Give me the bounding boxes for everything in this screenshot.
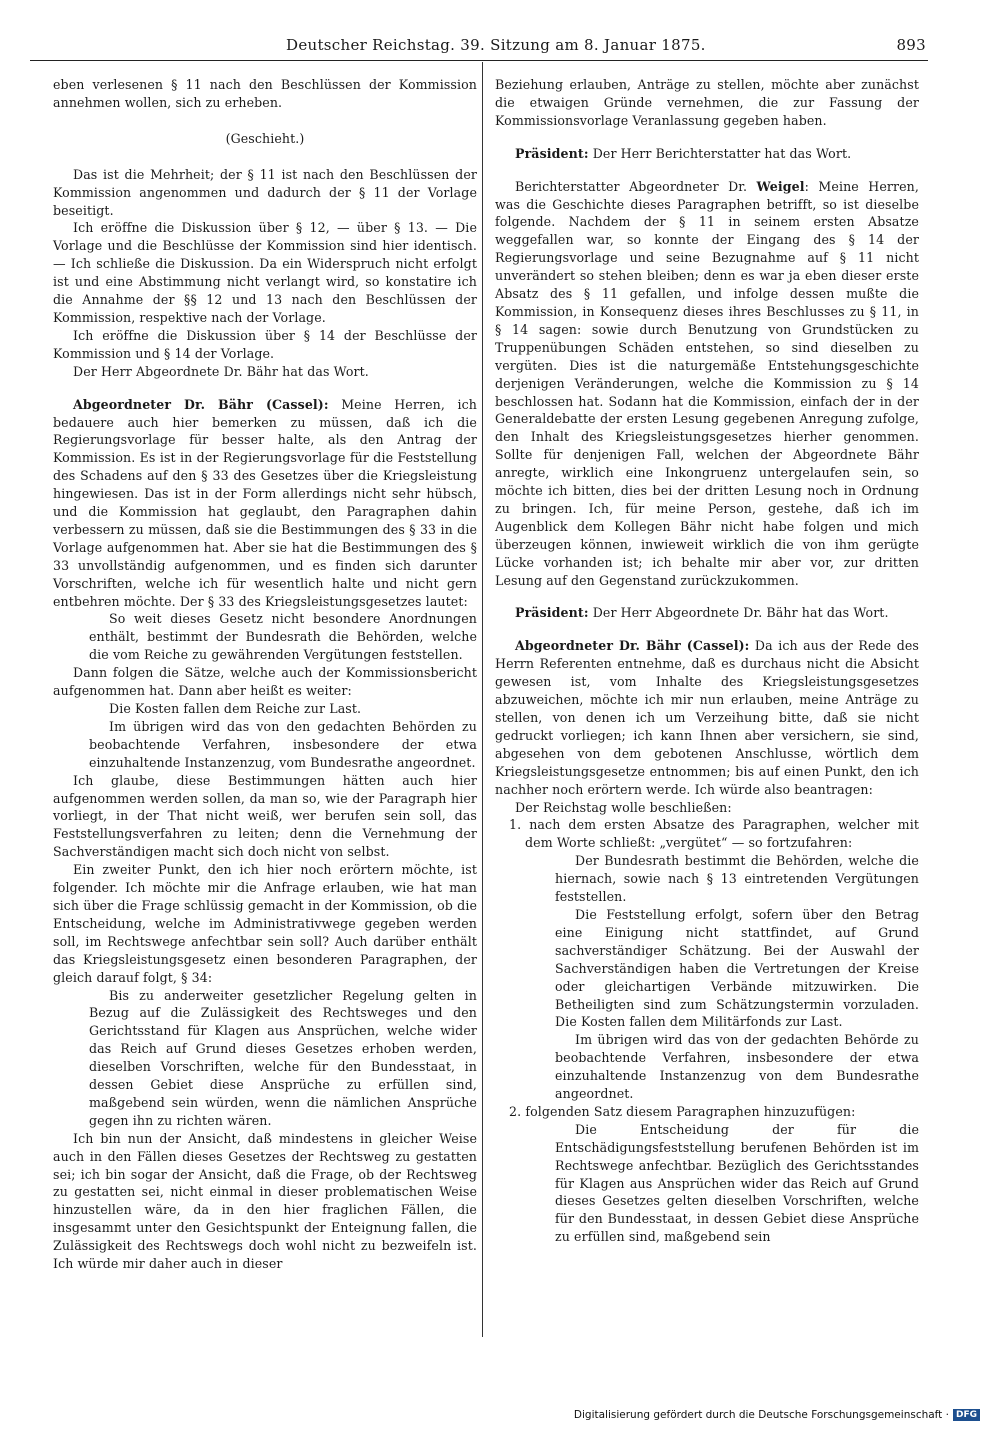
paragraph: Ich eröffne die Diskussion über § 14 der Beschlüsse der Kommission und § 14 der Vorlage. bbox=[53, 327, 477, 361]
paragraph: Der Herr Abgeordnete Dr. Bähr hat das Wort. bbox=[73, 363, 369, 379]
speech-text: Meine Herren, ich bedauere auch hier bemerken zu müssen, daß ich die Regierungsvorlage für besser halte, als den Antrag der Kommission. Es ist in der Regierungsvorlage für die Feststellung des Schadens auf den § 33 des Gesetzes über die Kriegsleistung hingewiesen. Das ist in der Form allerdings nicht sehr hübsch, und die Kommission hat geglaubt, den Paragraphen dahin verbessern zu müssen, daß sie die Bestimmungen des § 33 in die Vorlage aufgenommen hat. Aber sie hat die Bestimmungen des § 33 unvollständig aufgenommen, und es finden sich darunter Vorschriften, welche ich für wesentlich halte und nicht gern entbehren möchte. Der § 33 des Kriegsleistungsgesetzes lautet: bbox=[53, 396, 477, 609]
paragraph: Ein zweiter Punkt, den ich hier noch erörtern möchte, ist folgender. Ich möchte mir die Anfrage erlauben, wie hat man sich über die Frage schlüssig gemacht in der Kommission, ob die Entscheidung, welche im Administrativwege gegeben werden soll, im Rechtswege anfechtbar sein soll? Auch darüber enthält das Kriegsleistungsgesetz einen besonderen Paragraphen, der gleich darauf folgt, § 34: bbox=[53, 862, 477, 985]
speech-paragraph bbox=[495, 145, 919, 163]
dfg-logo: DFG bbox=[953, 1409, 980, 1421]
speaker-name: Weigel bbox=[756, 178, 805, 194]
speaker-role: Berichterstatter Abgeordneter Dr. bbox=[515, 178, 757, 194]
quoted-law: Die Kosten fallen dem Reiche zur Last. bbox=[109, 701, 362, 716]
page-number: 893 bbox=[896, 36, 926, 54]
paragraph: eben verlesenen § 11 nach den Beschlüssen der Kommission annehmen wollen, sich zu erheben. bbox=[53, 77, 477, 110]
motion-text: Der Bundesrath bestimmt die Behörden, welche die hiernach, sowie nach § 13 eintretenden Vergütungen feststellen. bbox=[555, 853, 919, 905]
quoted-law: So weit dieses Gesetz nicht besondere Anordnungen enthält, bestimmt der Bundesrath die Behörden, welche die vom Reiche zu gewährenden Vergütungen feststellen. bbox=[89, 611, 477, 663]
motion-item: 1. nach dem ersten Absatze des Paragraphen, welcher mit dem Worte schließt: „vergütet“ — so fortzufahren: bbox=[509, 817, 919, 851]
speaker-name: Abgeordneter Dr. Bähr (Cassel): bbox=[73, 396, 329, 412]
speaker-name: Präsident: bbox=[515, 145, 589, 161]
speaker-name: Abgeordneter Dr. Bähr (Cassel): bbox=[515, 638, 750, 654]
paragraph: Ich eröffne die Diskussion über § 12, — über § 13. — Die Vorlage und die Beschlüsse der Kommission sind hier identisch. — Ich schließe die Diskussion. Da ein Widerspruch nicht erfolgt ist und eine Abstimmung nicht verlangt wird, so konstatire ich die Annahme der §§ 12 und 13 nach den Beschlüssen der Kommission, respektive nach der Vorlage. bbox=[53, 220, 477, 325]
quoted-law: Im übrigen wird das von den gedachten Behörden zu beobachtende Verfahren, insbesondere der etwa einzuhaltende Instanzenzug, vom Bundesrathe angeordnet. bbox=[89, 718, 477, 770]
right-column bbox=[495, 76, 919, 1246]
speech-paragraph bbox=[53, 396, 477, 611]
header-title: Deutscher Reichstag. 39. Sitzung am 8. Januar 1875. bbox=[286, 36, 706, 54]
motion-text: Im übrigen wird das von der gedachten Behörde zu beobachtende Verfahren, insbesondere der etwa einzuhaltende Instanzenzug von dem Bundesrathe angeordnet. bbox=[555, 1032, 919, 1102]
speech-text: Der Herr Abgeordnete Dr. Bähr hat das Wort. bbox=[588, 605, 889, 621]
motion-item: 2. folgenden Satz diesem Paragraphen hinzuzufügen: bbox=[509, 1103, 856, 1119]
stage-direction: (Geschieht.) bbox=[225, 130, 305, 146]
paragraph: Das ist die Mehrheit; der § 11 ist nach den Beschlüssen der Kommission angenommen und dadurch der § 11 der Vorlage beseitigt. bbox=[53, 166, 477, 218]
paragraph: Beziehung erlauben, Anträge zu stellen, möchte aber zunächst die etwaigen Gründe vernehmen, die zur Fassung der Kommissionsvorlage Veranlassung gegeben haben. bbox=[495, 77, 919, 128]
paragraph: Der Reichstag wolle beschließen: bbox=[515, 799, 732, 815]
speech-paragraph bbox=[495, 637, 919, 798]
left-column bbox=[53, 76, 477, 1273]
paragraph: Ich glaube, diese Bestimmungen hätten auch hier aufgenommen werden sollen, da man so, wie der Paragraph hier vorliegt, in der That nicht weiß, wer berufen sein soll, das Feststellungsverfahren zu leiten; denn die Vernehmung der Sachverständigen macht sich doch nicht von selbst. bbox=[53, 772, 477, 860]
footer-text: Digitalisierung gefördert durch die Deutsche Forschungsgemeinschaft · bbox=[573, 1409, 949, 1421]
digitization-credit bbox=[574, 1409, 980, 1421]
paragraph: Ich bin nun der Ansicht, daß mindestens in gleicher Weise auch in den Fällen dieses Gesetzes der Rechtsweg zu gestatten sei; ich bin sogar der Ansicht, daß die Frage, ob der Rechtsweg zu gestatten sei, nicht einmal in dieser problematischen Weise hinzustellen wäre, da in den hier fraglichen Fällen, die insgesammt unter den Gesichtspunkt der Enteignung fallen, die Zulässigkeit des Rechtswegs doch wohl nicht zu bezweifeln ist. Ich würde mir daher auch in dieser bbox=[53, 1130, 477, 1272]
speech-paragraph bbox=[495, 178, 919, 590]
motion-text: Die Entscheidung der für die Entschädigungsfeststellung berufenen Behörden ist im Rechtswege anfechtbar. Bezüglich des Gerichtsstandes für Klagen aus Ansprüchen wider das Reich auf Grund dieses Gesetzes gelten dieselben Vorschriften, welche für den Bundesstaat, in dessen Gebiet diese Ansprüche zu erfüllen sind, maßgebend sein bbox=[555, 1121, 919, 1245]
speaker-name: Präsident: bbox=[515, 605, 589, 621]
speech-paragraph bbox=[495, 604, 919, 622]
column-divider bbox=[482, 62, 483, 1337]
quoted-law: Bis zu anderweiter gesetzlicher Regelung gelten in Bezug auf die Zulässigkeit des Rechtsweges und den Gerichtsstand für Klagen aus Ansprüchen, welche wider das Reich auf Grund dieses Gesetzes erhoben werden, dieselben Vorschriften, welche für den Bundesstaat, in dessen Gebiet diese Ansprüche zu erfüllen sind, maßgebend sein würden, wenn die nämlichen Ansprüche gegen ihn zu richten wären. bbox=[89, 987, 477, 1128]
running-header bbox=[30, 30, 928, 61]
speech-text: : Meine Herren, was die Geschichte dieses Paragraphen betrifft, so ist dieselbe folgende. Nachdem der § 11 in seinem ersten Absatze weggefallen war, so konnte der Eingang des § 14 der Regierungsvorlage und seine Bezugnahme auf § 11 nicht unverändert so stehen bleiben; denn es war ja eben dieser erste Absatz des § 11 gefallen, und infolge dessen mußte die Kommission, in Konsequenz dieses ihres Beschlusses zu § 11, in § 14 sagen: sowie durch Benutzung von Grundstücken zu Truppenübungen Schäden entstehen, so sind dieselben zu vergüten. Dies ist die naturgemäße Entstehungsgeschichte derjenigen Veränderungen, welche die Kommission zu § 14 beschlossen hat. Sodann hat die Kommission, einfach der in der Generaldebatte der ersten Lesung gegebenen Anregung zufolge, den Inhalt des Kriegsleistungsgesetzes hierher genommen. Sollte für denjenigen Fall, welchen der Abgeordnete Bähr anregte, wirklich eine Inkongruenz untergelaufen sein, so möchte ich bitten, dies bei der dritten Lesung noch in Ordnung zu bringen. Ich, für meine Person, gestehe, daß ich im Augenblick dem Kollegen Bähr nicht habe folgen und mich überzeugen können, inwieweit wirklich die von ihm gerügte Lücke vorhanden ist; ich behalte mir aber vor, zur dritten Lesung auf den Gegenstand zurückzukommen. bbox=[495, 178, 919, 588]
speech-text: Da ich aus der Rede des Herrn Referenten entnehme, daß es durchaus nicht die Absicht gewesen ist, vom Inhalte des Kriegsleistungsgesetzes abzuweichen, möchte ich mir nun erlauben, meine Anträge zu stellen, von denen ich um Verzeihung bitte, daß sie nicht gedruckt vorliegen; ich kann Ihnen aber versichern, sie sind, abgesehen von dem gebotenen Anschlusse, wörtlich dem Kriegsleistungsgesetze entnommen; bis auf einen Punkt, den ich nachher noch erörtern werde. Ich würde also beantragen: bbox=[495, 638, 920, 797]
speech-text: Der Herr Berichterstatter hat das Wort. bbox=[588, 145, 852, 161]
motion-text: Die Feststellung erfolgt, sofern über den Betrag eine Einigung nicht stattfindet, auf Grund sachverständiger Schätzung. Bei der Auswahl der Sachverständigen haben die Vertretungen der Kreise oder gleichartigen Verbände mitzuwirken. Die Betheiligten sind zum Schätzungstermin vorzuladen. Die Kosten fallen dem Militärfonds zur Last. bbox=[555, 906, 919, 1030]
paragraph: Dann folgen die Sätze, welche auch der Kommissionsbericht aufgenommen hat. Dann aber heißt es weiter: bbox=[53, 665, 477, 699]
